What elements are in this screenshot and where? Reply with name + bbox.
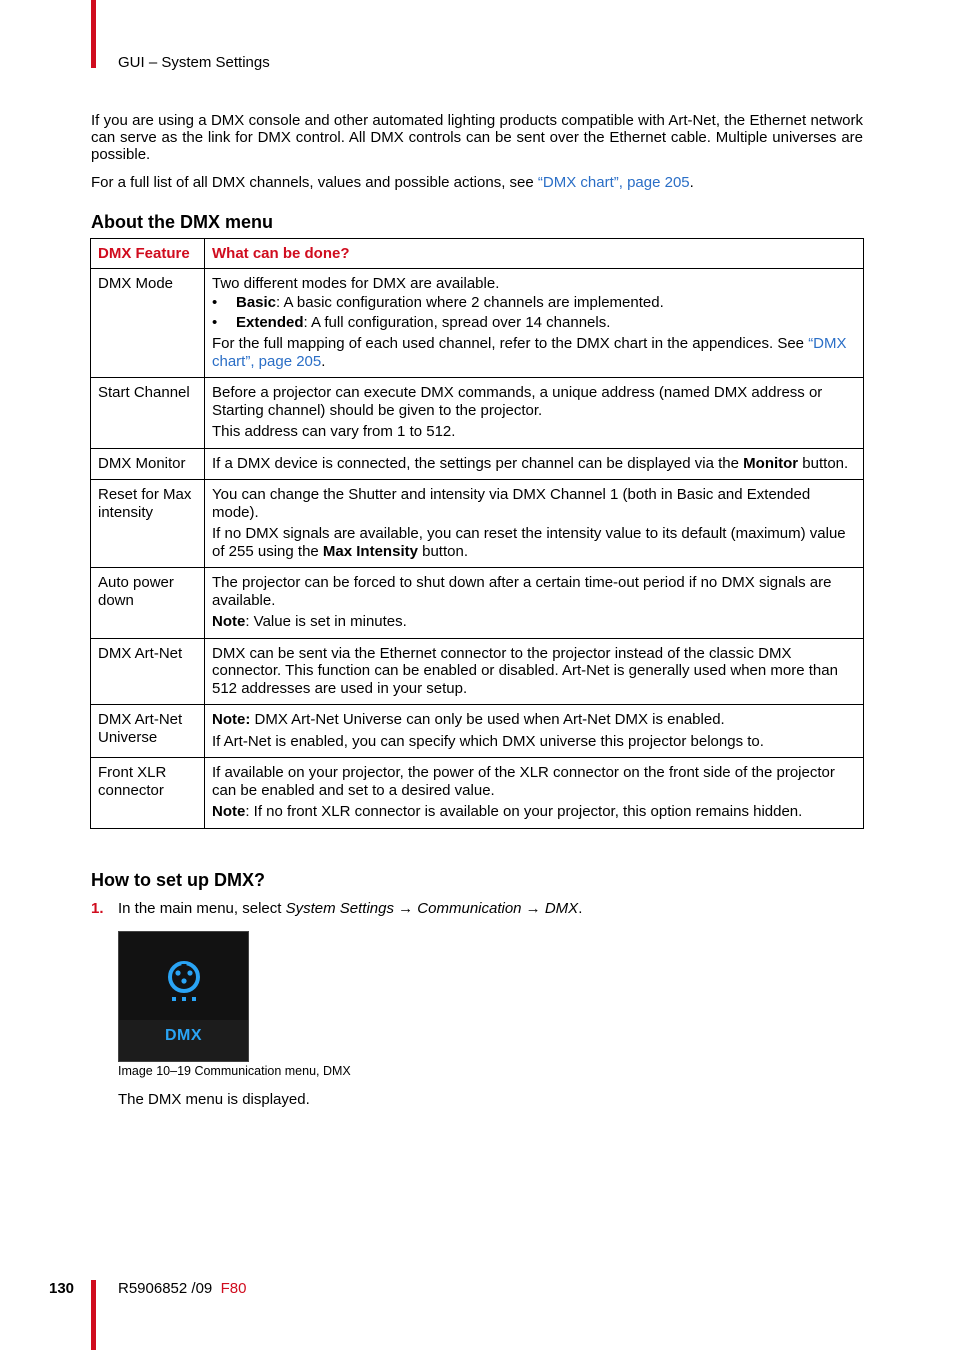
header-accent-bar [91, 0, 96, 68]
description-cell: Two different modes for DMX are available. • Basic: A basic configuration where 2 channels are implemented. • Extended: A full configuration, spread over 14 channels. For the full mapping of each used channel, refer to the DMX chart in the appendices. See “DMX chart”, page 205. [205, 268, 864, 378]
table-row [91, 268, 864, 378]
result-text: The DMX menu is displayed. [118, 1091, 310, 1108]
description-cell: DMX can be sent via the Ethernet connector to the projector instead of the classic DMX connector. This function can be enabled or disabled. Art-Net is generally used when more than 512 addresses are used in your setup. [205, 638, 864, 705]
intro-paragraph-2: For a full list of all DMX channels, values and possible actions, see “DMX chart”, page 205. [91, 174, 694, 191]
how-to-setup-heading: How to set up DMX? [91, 870, 265, 890]
feature-cell: Reset for Max intensity [91, 480, 205, 568]
table-row [91, 448, 864, 480]
step-number: 1. [91, 900, 104, 917]
description-cell: If available on your projector, the power of the XLR connector on the front side of the projector can be enabled and set to a desired value. Note: If no front XLR connector is available on your projector, this option remains hidden. [205, 758, 864, 829]
about-dmx-heading: About the DMX menu [91, 212, 273, 232]
list-item: • Basic: A basic configuration where 2 channels are implemented. [212, 294, 856, 312]
dmx-menu-tile[interactable] [118, 931, 249, 1062]
description-cell: You can change the Shutter and intensity via DMX Channel 1 (both in Basic and Extended mode). If no DMX signals are available, you can reset the intensity value to its default (maximum) value of 255 using the Max Intensity button. [205, 480, 864, 568]
description-cell: Note: DMX Art-Net Universe can only be used when Art-Net DMX is enabled. If Art-Net is enabled, you can specify which DMX universe this projector belongs to. [205, 705, 864, 758]
feature-cell: Auto power down [91, 568, 205, 639]
feature-cell: DMX Art-Net [91, 638, 205, 705]
dmx-chart-link[interactable]: “DMX chart”, page 205 [212, 335, 847, 370]
menu-path: System Settings → Communication → DMX [285, 900, 579, 917]
step-1: 1. In the main menu, select System Settings → Communication → DMX. [91, 900, 583, 917]
dmx-connector-icon [166, 960, 202, 1004]
table-row [91, 480, 864, 568]
footer-accent-bar [91, 1280, 96, 1350]
dmx-chart-link[interactable]: “DMX chart”, page 205 [537, 174, 690, 191]
dmx-feature-table [90, 238, 864, 829]
description-cell: The projector can be forced to shut down after a certain time-out period if no DMX signals are available. Note: Value is set in minutes. [205, 568, 864, 639]
column-header-feature: DMX Feature [91, 239, 205, 269]
feature-cell: Start Channel [91, 378, 205, 449]
table-row [91, 568, 864, 639]
table-row [91, 378, 864, 449]
section-header: GUI – System Settings [118, 54, 270, 71]
description-cell: Before a projector can execute DMX commands, a unique address (named DMX address or Starting channel) should be given to the projector. This address can vary from 1 to 512. [205, 378, 864, 449]
feature-cell: DMX Monitor [91, 448, 205, 480]
feature-cell: DMX Mode [91, 268, 205, 378]
table-row [91, 638, 864, 705]
document-id: R5906852 /09 F80 [118, 1280, 247, 1297]
intro-paragraph-1: If you are using a DMX console and other automated lighting products compatible with Art-Net, the Ethernet network can serve as the link for DMX control. All DMX controls can be sent over the Ethernet cable. Multiple universes are possible. [91, 112, 863, 163]
tile-label: DMX [164, 1027, 203, 1044]
page-number: 130 [49, 1280, 75, 1297]
table-header-row [91, 239, 864, 269]
model-name: F80 [220, 1280, 247, 1297]
table-row [91, 705, 864, 758]
feature-cell: DMX Art-Net Universe [91, 705, 205, 758]
description-cell: If a DMX device is connected, the settings per channel can be displayed via the Monitor button. [205, 448, 864, 480]
feature-cell: Front XLR connector [91, 758, 205, 829]
image-caption: Image 10–19 Communication menu, DMX [118, 1064, 351, 1078]
list-item: • Extended: A full configuration, spread over 14 channels. [212, 314, 856, 332]
column-header-action: What can be done? [205, 239, 864, 269]
table-row [91, 758, 864, 829]
